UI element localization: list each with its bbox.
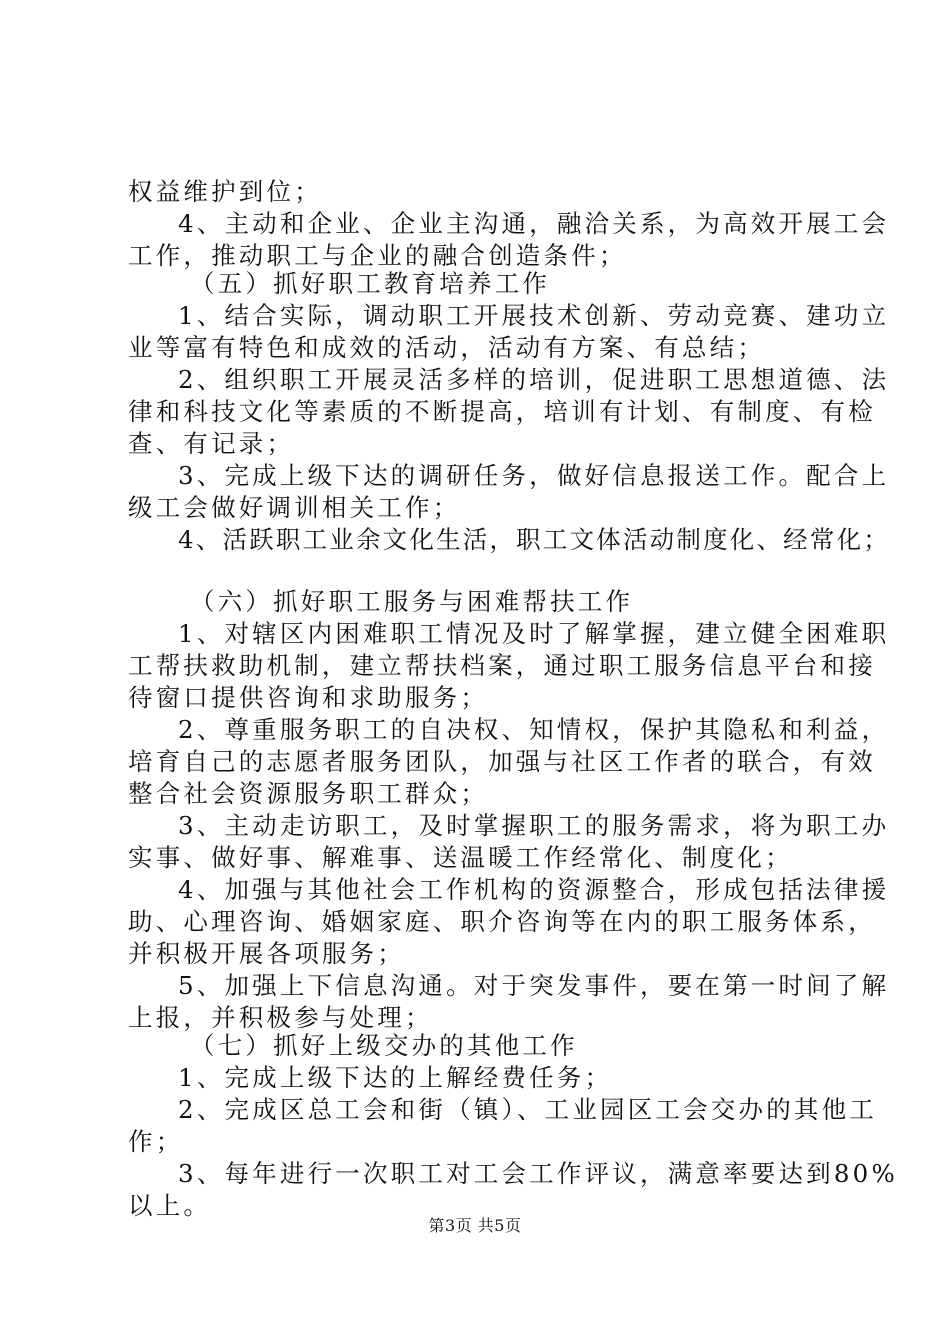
text-line: 实事、做好事、解难事、送温暖工作经常化、制度化； bbox=[128, 843, 793, 872]
text-line: 3、主动走访职工，及时掌握职工的服务需求，将为职工办 bbox=[178, 811, 890, 840]
section-heading: （五）抓好职工教育培养工作 bbox=[190, 269, 551, 298]
text-line: 2、完成区总工会和街（镇）、工业园区工会交办的其他工 bbox=[178, 1095, 878, 1124]
text-line: 2、尊重服务职工的自决权、知情权，保护其隐私和利益， bbox=[178, 715, 890, 744]
text-line: 4、加强与其他社会工作机构的资源整合，形成包括法律援 bbox=[178, 875, 890, 904]
text-line: 查、有记录； bbox=[128, 429, 295, 458]
text-line: 1、对辖区内困难职工情况及时了解掌握，建立健全困难职 bbox=[178, 619, 890, 648]
section-heading: （七）抓好上级交办的其他工作 bbox=[190, 1031, 578, 1060]
page-number-footer: 第3页 共5页 bbox=[428, 1216, 522, 1235]
text-line: 2、组织职工开展灵活多样的培训，促进职工思想道德、法 bbox=[178, 365, 890, 394]
text-line: 助、心理咨询、婚姻家庭、职介咨询等在内的职工服务体系， bbox=[128, 907, 876, 936]
text-line: 4、主动和企业、企业主沟通，融洽关系，为高效开展工会 bbox=[178, 209, 890, 238]
text-line: 工作，推动职工与企业的融合创造条件； bbox=[128, 241, 627, 270]
text-line: 待窗口提供咨询和求助服务； bbox=[128, 683, 489, 712]
text-line: 整合社会资源服务职工群众； bbox=[128, 779, 489, 808]
text-line: 上报，并积极参与处理； bbox=[128, 1003, 433, 1032]
text-line: 3、每年进行一次职工对工会工作评议，满意率要达到80% bbox=[178, 1159, 898, 1188]
text-line: 5、加强上下信息沟通。对于突发事件，要在第一时间了解 bbox=[178, 971, 890, 1000]
text-line: 律和科技文化等素质的不断提高，培训有计划、有制度、有检 bbox=[128, 397, 876, 426]
text-line: 业等富有特色和成效的活动，活动有方案、有总结； bbox=[128, 333, 766, 362]
text-line: 级工会做好调训相关工作； bbox=[128, 493, 461, 522]
text-line: 3、完成上级下达的调研任务，做好信息报送工作。配合上 bbox=[178, 461, 890, 490]
text-line: 以上。 bbox=[128, 1191, 212, 1220]
section-heading: （六）抓好职工服务与困难帮扶工作 bbox=[190, 587, 634, 616]
text-line: 作； bbox=[128, 1127, 184, 1156]
text-line: 并积极开展各项服务； bbox=[128, 939, 405, 968]
text-line: 4、活跃职工业余文化生活，职工文体活动制度化、经常化； bbox=[178, 525, 890, 554]
text-line: 权益维护到位； bbox=[128, 177, 322, 206]
text-line: 1、结合实际，调动职工开展技术创新、劳动竞赛、建功立 bbox=[178, 301, 890, 330]
text-line: 工帮扶救助机制，建立帮扶档案，通过职工服务信息平台和接 bbox=[128, 651, 876, 680]
text-line: 1、完成上级下达的上解经费任务； bbox=[178, 1063, 613, 1092]
text-line: 培育自己的志愿者服务团队，加强与社区工作者的联合，有效 bbox=[128, 747, 876, 776]
